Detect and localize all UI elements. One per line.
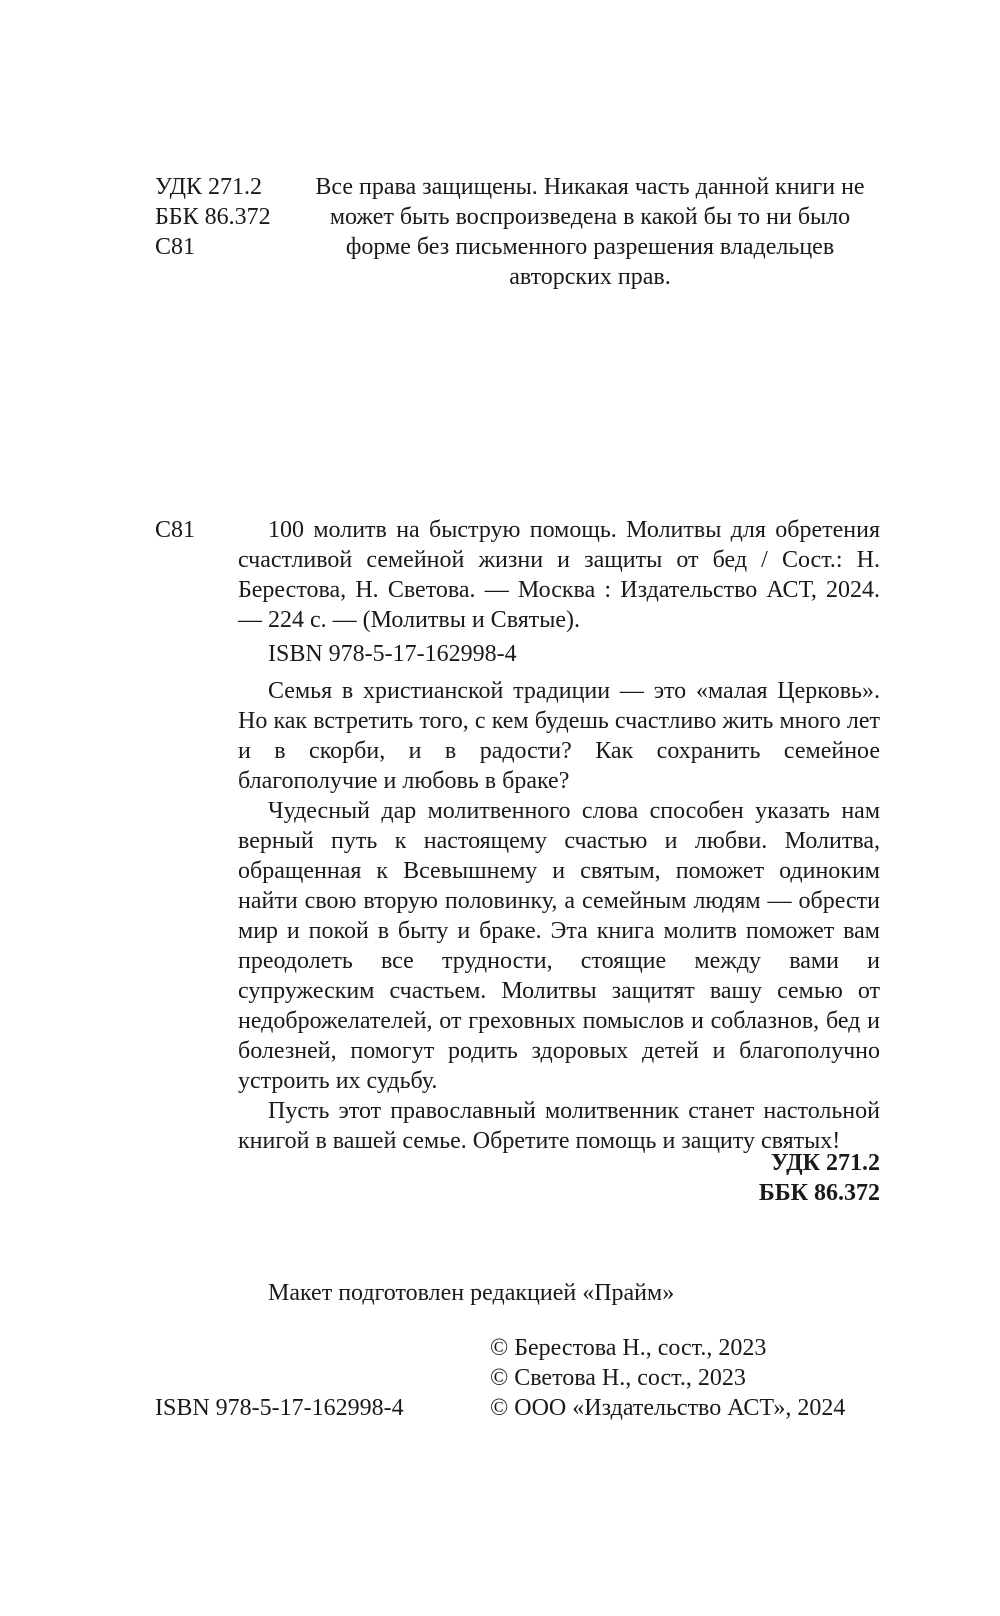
annotation-paragraph-3: Пусть этот православный молитвенник станет настольной книгой в вашей семье. Обретите помощь и защиту святых! bbox=[238, 1098, 880, 1154]
copyright-line-1: © Берестова Н., сост., 2023 bbox=[490, 1335, 767, 1361]
copyright-line-2: © Светова Н., сост., 2023 bbox=[490, 1365, 746, 1391]
record-isbn: ISBN 978-5-17-162998-4 bbox=[268, 641, 517, 667]
bottom-classification-codes bbox=[680, 1148, 880, 1208]
annotation bbox=[238, 676, 880, 1156]
bottom-isbn: ISBN 978-5-17-162998-4 bbox=[155, 1395, 404, 1421]
rights-notice: Все права защищены. Никакая часть данной книги не может быть воспроизведена в какой бы то ни было форме без письменного разрешения владельцев авторских прав. bbox=[315, 174, 865, 290]
layout-note: Макет подготовлен редакцией «Прайм» bbox=[268, 1280, 675, 1306]
top-udk-code: УДК 271.2 bbox=[155, 174, 262, 200]
annotation-paragraph-1: Семья в христианской традиции — это «малая Церковь». Но как встретить того, с кем будешь счастливо жить много лет и в скорби, и в радости? Как сохранить семейное благополучие и любовь в браке? bbox=[238, 678, 880, 794]
top-author-mark: С81 bbox=[155, 234, 196, 260]
copyright-line-3: © ООО «Издательство АСТ», 2024 bbox=[490, 1395, 846, 1421]
annotation-paragraph-2: Чудесный дар молитвенного слова способен указать нам верный путь к настоящему счастью и любви. Молитва, обращенная к Всевышнему и святым, поможет одиноким найти свою вторую половинку, а семейным людям — обрести мир и покой в быту и браке. Эта книга молитв поможет вам преодолеть все трудности, стоящие между вами и супружеским счастьем. Молитвы защитят вашу семью от недоброжелателей, от греховных помыслов и соблазнов, бед и болезней, помогут родить здоровых детей и благополучно устроить их судьбу. bbox=[238, 798, 880, 1094]
bibliographic-record: 100 молитв на быструю помощь. Молитвы для обретения счастливой семейной жизни и защиты от бед / Сост.: Н. Берестова, Н. Светова. — Москва : Издательство АСТ, 2024. — 224 с. — (Молитвы и Святые). bbox=[238, 517, 880, 633]
copyright-block bbox=[490, 1333, 845, 1423]
record-author-mark: С81 bbox=[155, 517, 196, 543]
bottom-bbk-code: ББК 86.372 bbox=[758, 1180, 880, 1206]
top-classification-codes bbox=[155, 172, 271, 262]
bottom-udk-code: УДК 271.2 bbox=[770, 1150, 880, 1176]
top-bbk-code: ББК 86.372 bbox=[155, 204, 271, 230]
